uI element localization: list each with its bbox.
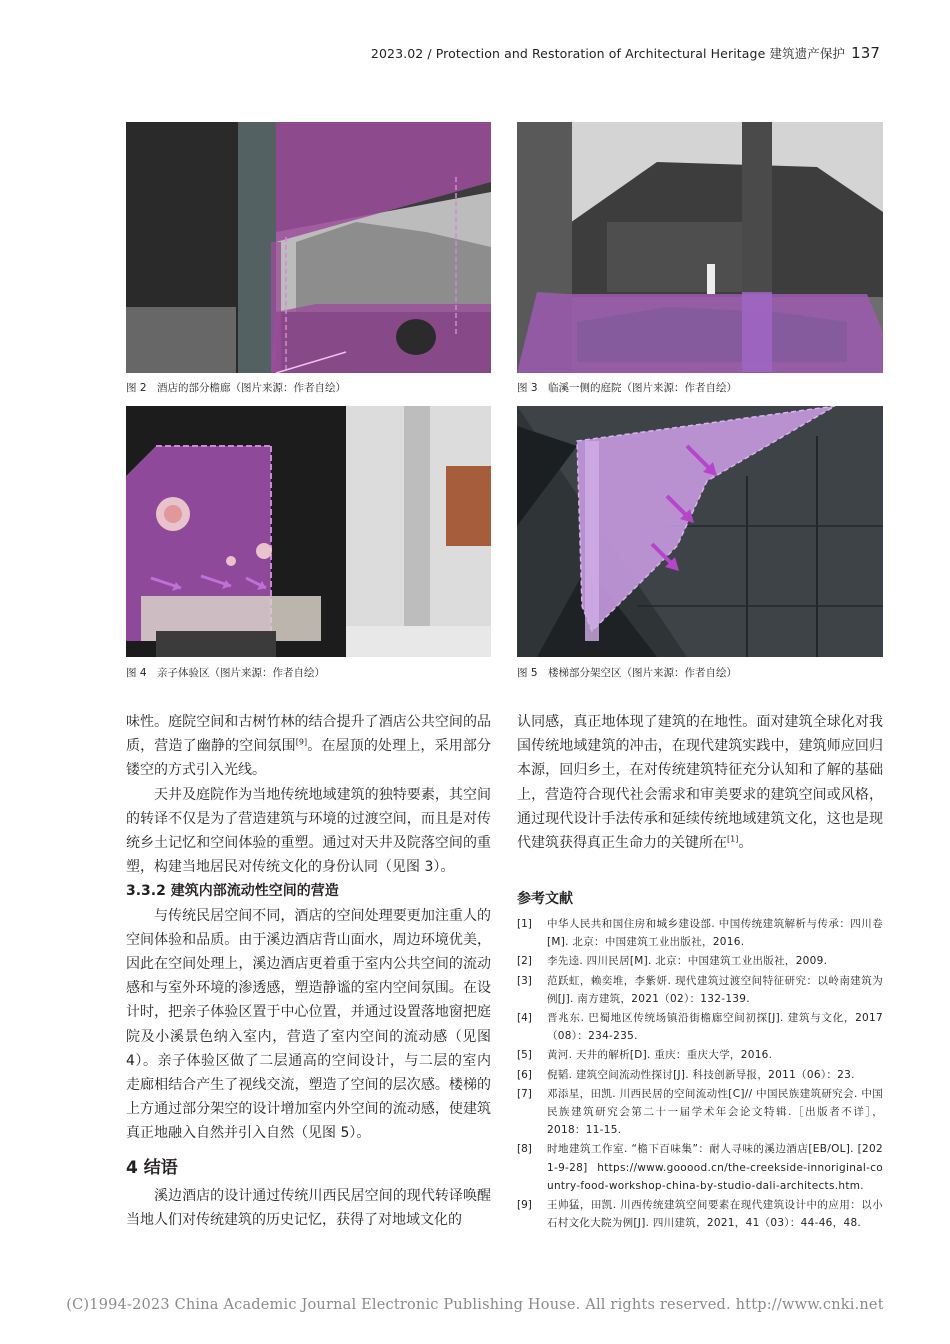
citation-1: [1] — [727, 834, 739, 844]
section-heading-4: 4 结语 — [126, 1157, 178, 1178]
figure-5-caption: 图 5 楼梯部分架空区（图片来源：作者自绘） — [517, 667, 738, 679]
figure-2-caption: 图 2 酒店的部分檐廊（图片来源：作者自绘） — [126, 382, 347, 394]
reference-item: [1] 中华人民共和国住房和城乡建设部. 中国传统建筑解析与传承：四川卷[M]. 北京：中国建筑工业出版社，2016. — [517, 918, 883, 949]
paragraph-5: 认同感，真正地体现了建筑的在地性。面对建筑全球化对我国传统地域建筑的冲击，在现代建筑实践中，建筑师应回归本源，回归乡土，在对传统建筑特征充分认知和了解的基础上，营造符合现代社会需求和审美要求的建筑空间或风格，通过现代设计手法传承和延续传统地域建筑文化，这也是现代建筑获得真正生命力的关键所在[1]。 — [517, 714, 883, 852]
figure-2-photo — [126, 122, 491, 373]
reference-item: [8] 时地建筑工作室. “檐下百味集”：耐人寻味的溪边酒店[EB/OL]. [2021-9-28] https://www.gooood.cn/the-creekside-innoriginal-country-food-workshop-china-by-studio-dali-architects.htm. — [517, 1143, 883, 1192]
paragraph-1: 味性。庭院空间和古树竹林的结合提升了酒店公共空间的品质，营造了幽静的空间氛围[9]。在屋顶的处理上，采用部分镂空的方式引入光线。 — [126, 714, 492, 779]
reference-item: [7] 邓添星，田凯. 川西民居的空间流动性[C]// 中国民族建筑研究会. 中国民族建筑研究会第二十一届学术年会论文特辑.［出版者不详］，2018：11-15. — [517, 1087, 883, 1137]
running-title: 2023.02 / Protection and Restoration of Architectural Heritage 建筑遗产保护 — [370, 46, 846, 61]
paragraph-3: 与传统民居空间不同，酒店的空间处理要更加注重人的空间体验和品质。由于溪边酒店背山面水，周边环境优美，因此在空间处理上，溪边酒店更着重于室内公共空间的流动感和与室外环境的渗透感，塑造静谧的室内空间氛围。在设计时，把亲子体验区置于中心位置，并通过设置落地窗把庭院及小溪景色纳入室内，营造了室内空间的流动感（见图 4）。亲子体验区做了二层通高的空间设计，与二层的室内走廊相结合产生了视线交流，塑造了空间的层次感。楼梯的上方通过部分架空的设计增加室内外空间的流动感，使建筑真正地融入自然并引入自然（见图 5）。 — [126, 907, 491, 1142]
paragraph-4: 溪边酒店的设计通过传统川西民居空间的现代转译唤醒当地人们对传统建筑的历史记忆，获得了对地域文化的 — [126, 1187, 491, 1229]
reference-list — [517, 915, 883, 1233]
reference-item: [4] 晋兆东. 巴蜀地区传统场镇沿街檐廊空间初探[J]. 建筑与文化，2017（08）：234-235. — [517, 1012, 883, 1043]
references-heading: 参考文献 — [517, 891, 573, 907]
paragraph-2: 天井及庭院作为当地传统地域建筑的独特要素，其空间的转译不仅是为了营造建筑与环境的过渡空间，而且是对传统乡土记忆和空间体验的重塑。通过对天井及院落空间的重塑，构建当地居民对传统文化的身份认同（见图 3）。 — [126, 786, 491, 876]
reference-item: [6] 倪韬. 建筑空间流动性探讨[J]. 科技创新导报，2011（06）：23. — [517, 1068, 855, 1081]
figure-5-photo — [517, 406, 883, 657]
figure-3-caption: 图 3 临溪一侧的庭院（图片来源：作者自绘） — [517, 382, 738, 394]
reference-item: [9] 王帅猛，田凯. 川西传统建筑空间要素在现代建筑设计中的应用：以小石村文化大院为例[J]. 四川建筑，2021，41（03）：44-46，48. — [517, 1199, 883, 1230]
right-column — [517, 710, 883, 855]
figure-3-photo — [517, 122, 883, 373]
running-header — [371, 44, 880, 62]
reference-item: [5] 黄河. 天井的解析[D]. 重庆：重庆大学，2016. — [517, 1049, 773, 1062]
section-heading-332: 3.3.2 建筑内部流动性空间的营造 — [126, 883, 339, 900]
reference-item: [3] 范跃虹，赖奕堆，李紫妍. 现代建筑过渡空间特征研究：以岭南建筑为例[J]. 南方建筑，2021（02）：132-139. — [517, 974, 883, 1005]
copyright-footer: (C)1994-2023 China Academic Journal Electronic Publishing House. All rights reserved. http://www.cnki.net — [66, 1297, 884, 1313]
figure-4-photo — [126, 406, 491, 657]
reference-item: [2] 李先逵. 四川民居[M]. 北京：中国建筑工业出版社，2009. — [517, 955, 828, 968]
citation-9: [9] — [295, 737, 308, 747]
page-number: 137 — [851, 44, 880, 62]
figure-4-caption: 图 4 亲子体验区（图片来源：作者自绘） — [126, 667, 326, 679]
left-column — [126, 710, 491, 1232]
